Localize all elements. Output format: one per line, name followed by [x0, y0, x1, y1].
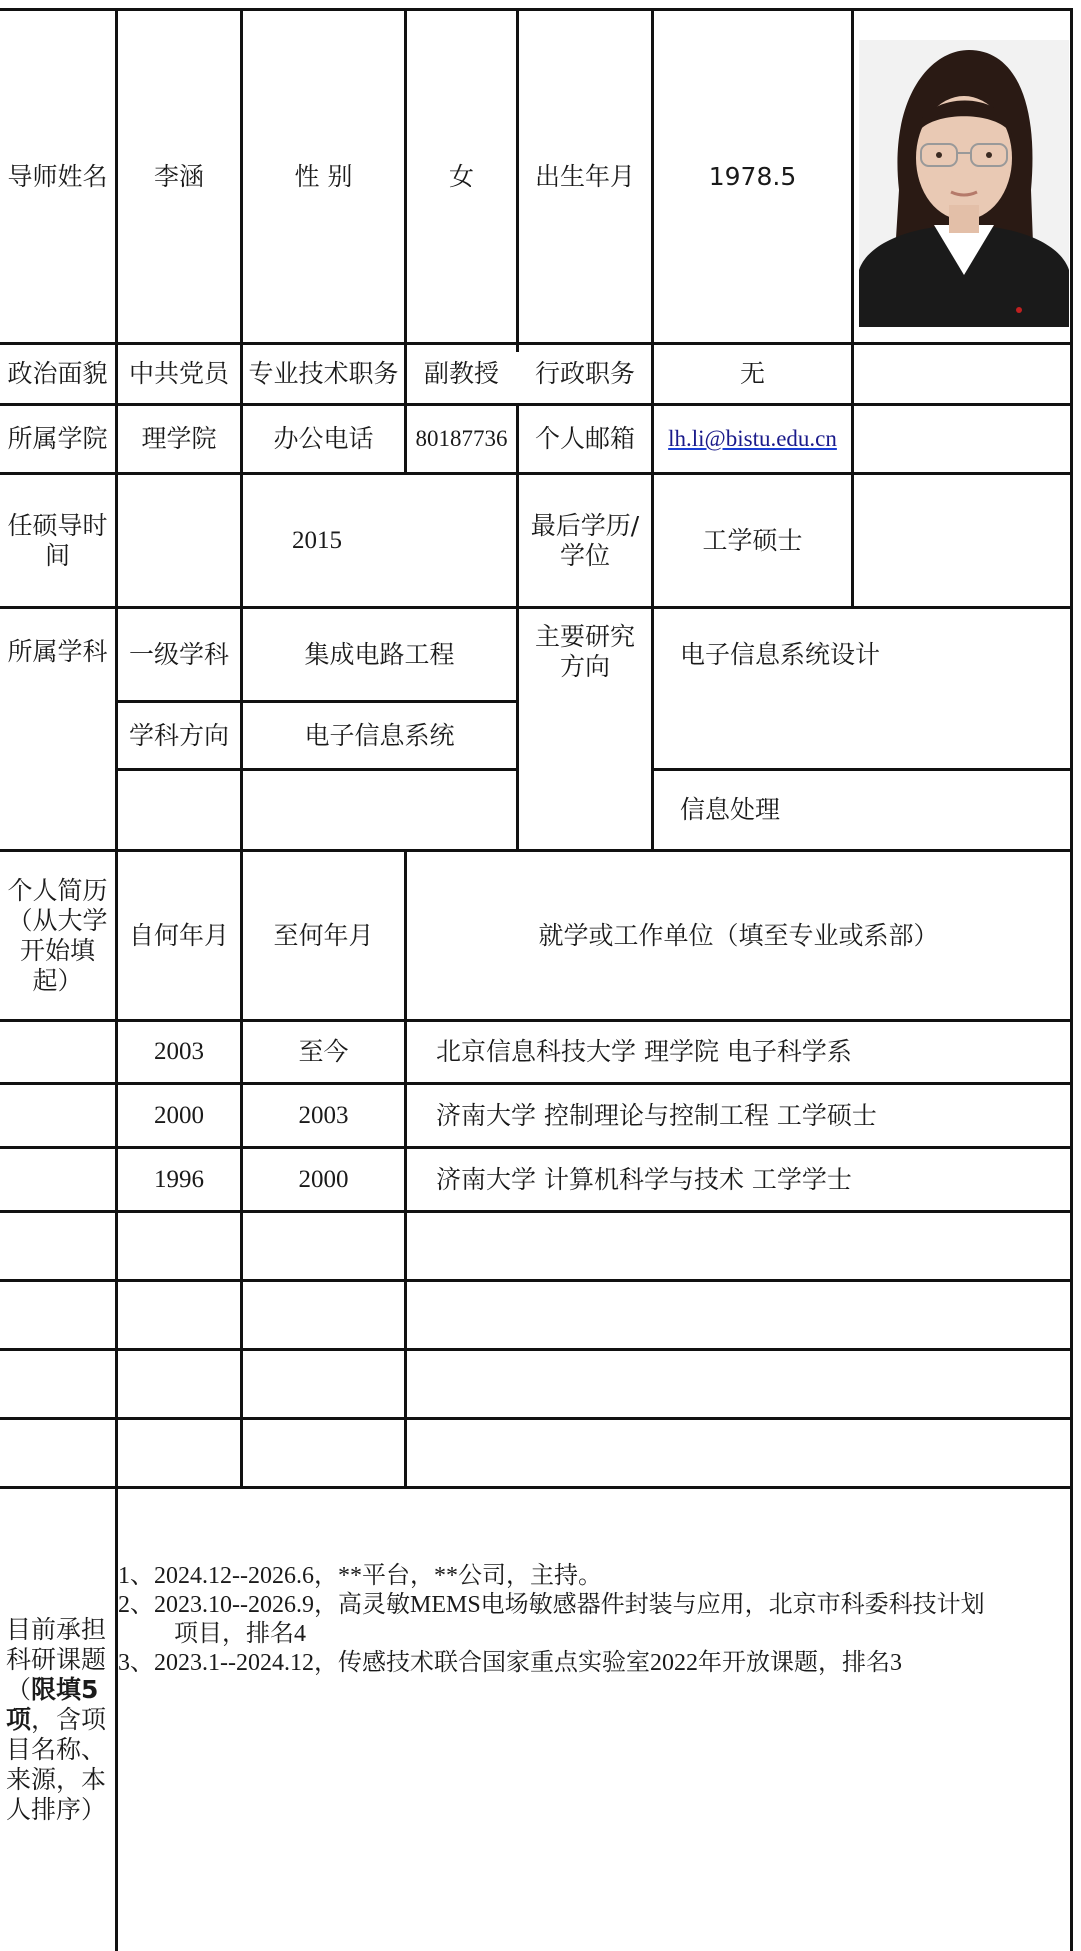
projects-label-item: 项 [6, 1705, 32, 1734]
project-line-2-cont: 项目，排名4 [174, 1621, 306, 1647]
project-line-1: 1、2024.12--2026.6，**平台，**公司，主持。 [118, 1563, 602, 1589]
name-label: 导师姓名 [7, 161, 108, 191]
projects-label-line6: 来源，本 [6, 1765, 107, 1794]
grid-line [851, 8, 854, 609]
gender-value: 女 [448, 161, 474, 191]
projects-label-paren: （ [6, 1675, 32, 1704]
grid-line [0, 1279, 1070, 1282]
research-label-line2: 方向 [559, 652, 610, 681]
discipline-label: 所属学科 [7, 637, 108, 666]
since-label-line1: 任硕导时 [7, 510, 108, 540]
unit-label: 就学或工作单位（填至专业或系部） [538, 920, 939, 950]
resume-row-2-from: 2000 [154, 1101, 204, 1129]
grid-line [1070, 8, 1073, 1951]
direction-value: 电子信息系统 [304, 720, 455, 750]
projects-list [118, 1562, 1068, 1678]
grid-line [0, 1210, 1070, 1213]
birth-value: 1978.5 [708, 161, 797, 191]
email-link[interactable]: lh.li@bistu.edu.cn [668, 426, 837, 452]
email-label: 个人邮箱 [534, 424, 635, 453]
since-label-line2: 间 [44, 540, 70, 570]
projects-label-line4 [6, 1705, 106, 1735]
portrait-photo [859, 40, 1069, 327]
portrait-icon [859, 40, 1069, 327]
resume-label-line3: 开始填 [19, 935, 95, 965]
project-line-2: 2、2023.10--2026.9，高灵敏MEMS电场敏感器件封装与应用，北京市科委科技计划 [118, 1592, 985, 1618]
title-label: 专业技术职务 [248, 359, 399, 388]
research-label-line1: 主要研究 [534, 622, 635, 651]
research-label [519, 612, 651, 692]
projects-label-line1: 目前承担 [6, 1615, 107, 1644]
politics-value: 中共党员 [128, 359, 229, 388]
project-line-3: 3、2023.1--2024.12，传感技术联合国家重点实验室2022年开放课题，排名3 [118, 1650, 902, 1676]
resume-row-2-to: 2003 [298, 1101, 349, 1129]
resume-row-1-unit: 北京信息科技大学 理学院 电子科学系 [436, 1037, 852, 1066]
resume-label-line4: 起） [32, 965, 83, 995]
direction-label: 学科方向 [128, 720, 229, 750]
projects-label [0, 1489, 115, 1951]
admin-label: 行政职务 [534, 359, 635, 388]
college-label: 所属学院 [7, 424, 108, 453]
projects-label-line3 [6, 1675, 98, 1705]
projects-label-limit: 限填5 [31, 1675, 99, 1704]
resume-row-1-to: 至今 [298, 1037, 349, 1066]
degree-label-line2: 学位 [559, 540, 610, 570]
resume-row-3-from: 1996 [154, 1165, 204, 1193]
grid-line [0, 1348, 1070, 1351]
resume-row-3-unit: 济南大学 计算机科学与技术 工学学士 [436, 1164, 852, 1194]
name-value: 李涵 [153, 161, 204, 191]
college-value: 理学院 [141, 424, 217, 453]
degree-label-line1: 最后学历/ [530, 510, 640, 540]
grid-line [0, 1417, 1070, 1420]
projects-label-line5: 目名称、 [6, 1735, 107, 1764]
to-label: 至何年月 [273, 920, 374, 950]
title-value: 副教授 [423, 359, 499, 388]
research-direction-2: 信息处理 [680, 795, 781, 824]
resume-row-3-to: 2000 [298, 1165, 349, 1193]
phone-value: 80187736 [415, 426, 508, 452]
since-value: 2015 [292, 526, 342, 554]
politics-label: 政治面貌 [7, 359, 108, 388]
resume-row-2-unit: 济南大学 控制理论与控制工程 工学硕士 [436, 1100, 877, 1130]
resume-label [0, 852, 115, 1019]
phone-label: 办公电话 [273, 424, 374, 453]
from-label: 自何年月 [128, 920, 229, 950]
email-cell [654, 406, 851, 472]
grid-line [0, 1486, 1070, 1489]
projects-label-include: ，含项 [31, 1705, 107, 1734]
grid-line [115, 768, 516, 771]
resume-label-line2: （从大学 [7, 905, 108, 935]
birth-label: 出生年月 [534, 161, 635, 191]
since-label [0, 475, 115, 606]
projects-label-line2: 科研课题 [6, 1645, 107, 1674]
level1-value: 集成电路工程 [304, 639, 455, 669]
projects-label-line7: 人排序） [6, 1795, 107, 1824]
degree-label [519, 475, 651, 606]
level1-label: 一级学科 [128, 639, 229, 669]
gender-label: 性 别 [294, 161, 353, 191]
resume-row-1-from: 2003 [154, 1038, 204, 1065]
degree-value: 工学硕士 [702, 525, 803, 555]
research-direction-1: 电子信息系统设计 [680, 640, 881, 669]
resume-label-line1: 个人简历 [7, 875, 108, 905]
admin-value: 无 [739, 359, 765, 388]
